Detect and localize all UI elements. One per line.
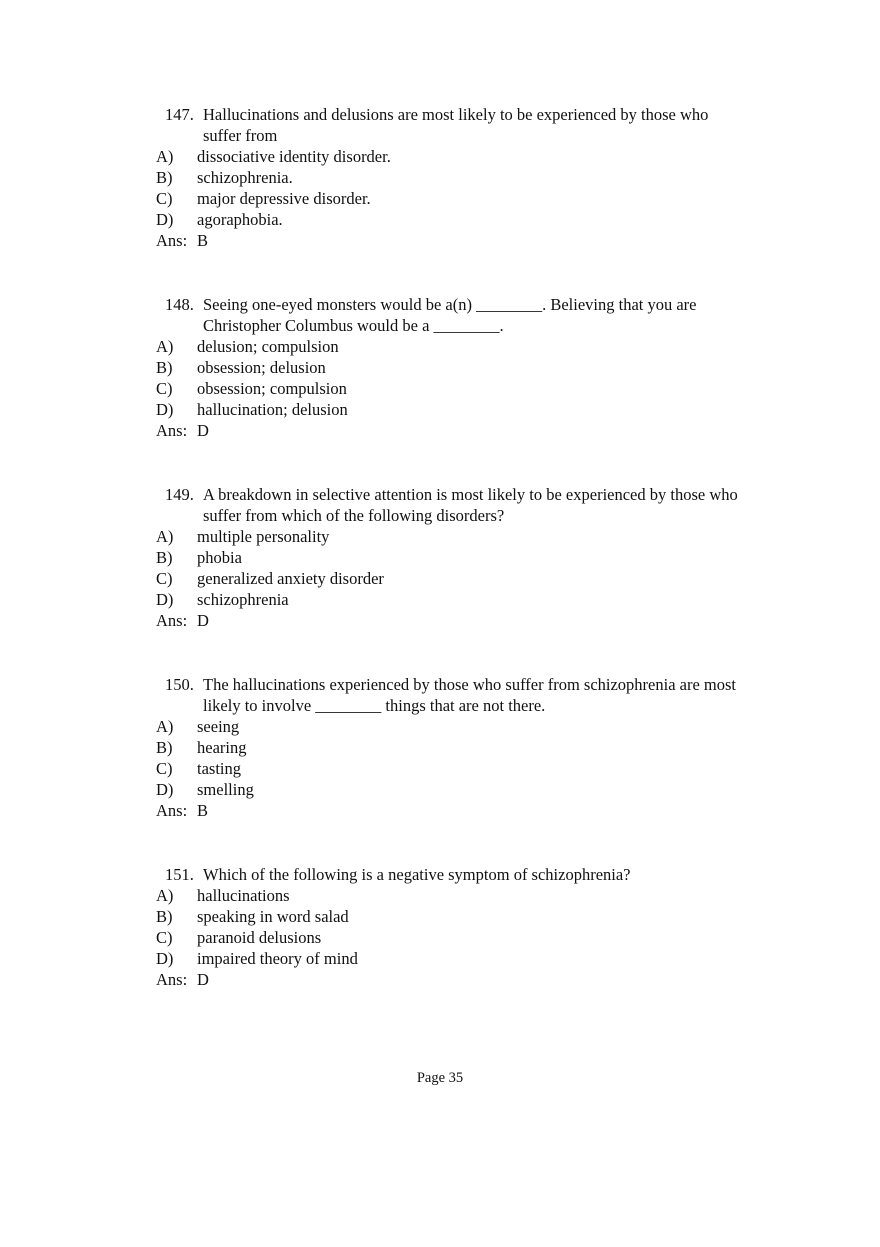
- option-c-letter: C): [156, 379, 173, 398]
- option-c-letter: C): [156, 189, 173, 208]
- option-a-text: dissociative identity disorder.: [197, 147, 391, 166]
- option-d-text: hallucination; delusion: [197, 400, 348, 419]
- option-d-text: smelling: [197, 780, 254, 799]
- option-c-text: paranoid delusions: [197, 928, 322, 947]
- option-b-letter: B): [156, 548, 173, 567]
- question-text-line-1: Seeing one-eyed monsters would be a(n) ________. Believing that you are: [203, 295, 697, 314]
- question-text-line-2: likely to involve ________ things that are not there.: [203, 696, 546, 715]
- option-a-letter: A): [156, 147, 174, 166]
- option-d-text: impaired theory of mind: [197, 949, 358, 968]
- option-b-letter: B): [156, 358, 173, 377]
- question-number: 148.: [165, 295, 194, 314]
- question-text-line-1: Hallucinations and delusions are most likely to be experienced by those who: [203, 105, 709, 124]
- option-c-text: generalized anxiety disorder: [197, 569, 384, 588]
- option-c-letter: C): [156, 569, 173, 588]
- option-a-text: multiple personality: [197, 527, 330, 546]
- option-d-letter: D): [156, 210, 174, 229]
- answer-label: Ans:: [156, 421, 188, 440]
- option-b-letter: B): [156, 738, 173, 757]
- option-c-text: obsession; compulsion: [197, 379, 347, 398]
- answer-value: B: [197, 231, 209, 250]
- answer-value: D: [197, 611, 209, 630]
- question-text-line-1: A breakdown in selective attention is most likely to be experienced by those who: [203, 485, 738, 504]
- option-b-text: hearing: [197, 738, 247, 757]
- question-number: 147.: [165, 105, 194, 124]
- option-d-text: agoraphobia.: [197, 210, 283, 229]
- option-b-text: obsession; delusion: [197, 358, 326, 377]
- option-b-text: phobia: [197, 548, 242, 567]
- option-b-text: speaking in word salad: [197, 907, 349, 926]
- answer-value: D: [197, 421, 209, 440]
- question-number: 151.: [165, 865, 194, 884]
- option-a-letter: A): [156, 337, 174, 356]
- option-a-letter: A): [156, 717, 174, 736]
- option-b-text: schizophrenia.: [197, 168, 293, 187]
- question-text-line-1: Which of the following is a negative symptom of schizophrenia?: [203, 865, 631, 884]
- answer-label: Ans:: [156, 801, 188, 820]
- option-d-letter: D): [156, 400, 174, 419]
- option-a-letter: A): [156, 527, 174, 546]
- answer-value: B: [197, 801, 209, 820]
- option-c-text: major depressive disorder.: [197, 189, 371, 208]
- question-text-line-1: The hallucinations experienced by those who suffer from schizophrenia are most: [203, 675, 737, 694]
- option-b-letter: B): [156, 168, 173, 187]
- answer-value: D: [197, 970, 209, 989]
- question-text-line-2: Christopher Columbus would be a ________.: [203, 316, 504, 335]
- option-d-text: schizophrenia: [197, 590, 289, 609]
- option-d-letter: D): [156, 780, 174, 799]
- option-c-letter: C): [156, 759, 173, 778]
- option-a-text: seeing: [197, 717, 240, 736]
- question-number: 150.: [165, 675, 194, 694]
- option-a-letter: A): [156, 886, 174, 905]
- option-a-text: delusion; compulsion: [197, 337, 339, 356]
- option-b-letter: B): [156, 907, 173, 926]
- option-d-letter: D): [156, 949, 174, 968]
- question-text-line-2: suffer from: [203, 126, 278, 145]
- question-text-line-2: suffer from which of the following disorders?: [203, 506, 505, 525]
- option-c-letter: C): [156, 928, 173, 947]
- option-c-text: tasting: [197, 759, 241, 778]
- answer-label: Ans:: [156, 231, 188, 250]
- answer-label: Ans:: [156, 611, 188, 630]
- answer-label: Ans:: [156, 970, 188, 989]
- page-number: Page 35: [416, 1070, 464, 1086]
- option-d-letter: D): [156, 590, 174, 609]
- option-a-text: hallucinations: [197, 886, 290, 905]
- question-number: 149.: [165, 485, 194, 504]
